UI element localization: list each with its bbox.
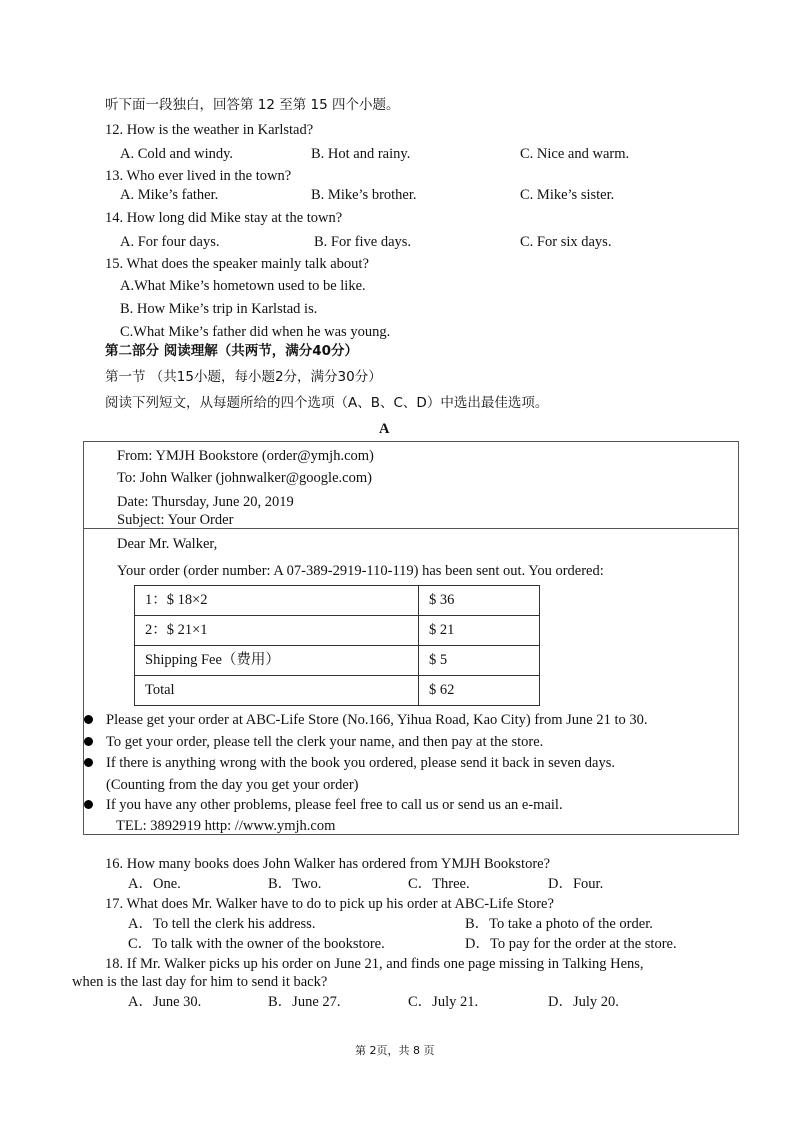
question-14-option-a: A. For four days.	[120, 234, 220, 250]
question-12-option-a: A. Cold and windy.	[120, 146, 234, 162]
part2-section1: 第一节 （共15小题，每小题2分，满分30分）	[105, 369, 382, 385]
listening-instruction: 听下面一段独白，回答第 12 至第 15 四个小题。	[105, 97, 400, 113]
question-16-option-d: D．Four.	[548, 876, 604, 892]
table-row	[135, 676, 540, 706]
email-header-divider	[83, 528, 739, 529]
email-bullet-4: If you have any other problems, please feel free to call us or send us an e-mail.	[106, 797, 563, 813]
order-item: Shipping Fee（费用）	[135, 646, 419, 676]
question-15-option-a: A.What Mike’s hometown used to be like.	[120, 278, 366, 294]
email-greeting: Dear Mr. Walker,	[117, 536, 218, 552]
order-amount: $ 62	[419, 676, 540, 706]
table-row	[135, 646, 540, 676]
order-item: 2：$ 21×1	[135, 616, 419, 646]
page-number: 第 2页，共 8 页	[355, 1044, 435, 1057]
bullet-dot-icon	[84, 737, 93, 746]
question-16-option-c: C．Three.	[408, 876, 470, 892]
question-13-option-c: C. Mike’s sister.	[520, 187, 615, 203]
question-18-option-d: D．July 20.	[548, 994, 619, 1010]
question-18-option-c: C．July 21.	[408, 994, 479, 1010]
question-17-stem: 17. What does Mr. Walker have to do to pick up his order at ABC-Life Store?	[105, 896, 554, 912]
bullet-dot-icon	[84, 715, 93, 724]
question-12-option-c: C. Nice and warm.	[520, 146, 630, 162]
question-17-option-d: D．To pay for the order at the store.	[465, 936, 677, 952]
email-contact: TEL: 3892919 http: //www.ymjh.com	[116, 818, 336, 834]
question-12-stem: 12. How is the weather in Karlstad?	[105, 122, 314, 138]
passage-label: A	[379, 421, 390, 437]
bullet-dot-icon	[84, 800, 93, 809]
question-13-option-b: B. Mike’s brother.	[311, 187, 417, 203]
question-16-option-a: A．One.	[128, 876, 181, 892]
question-15-option-c: C.What Mike’s father did when he was young.	[120, 324, 391, 340]
question-13-stem: 13. Who ever lived in the town?	[105, 168, 292, 184]
question-13-option-a: A. Mike’s father.	[120, 187, 219, 203]
question-18-option-a: A．June 30.	[128, 994, 202, 1010]
question-12-option-b: B. Hot and rainy.	[311, 146, 411, 162]
question-17-option-c: C．To talk with the owner of the bookstore.	[128, 936, 385, 952]
question-18-stem-line1: 18. If Mr. Walker picks up his order on June 21, and finds one page missing in Talking Hens,	[105, 956, 644, 972]
question-14-option-c: C. For six days.	[520, 234, 612, 250]
email-from: From: YMJH Bookstore (order@ymjh.com)	[117, 448, 374, 464]
question-18-option-b: B．June 27.	[268, 994, 341, 1010]
question-16-stem: 16. How many books does John Walker has ordered from YMJH Bookstore?	[105, 856, 551, 872]
order-amount: $ 5	[419, 646, 540, 676]
order-item: 1：$ 18×2	[135, 586, 419, 616]
email-date: Date: Thursday, June 20, 2019	[117, 494, 294, 510]
question-14-stem: 14. How long did Mike stay at the town?	[105, 210, 343, 226]
question-17-option-b: B．To take a photo of the order.	[465, 916, 653, 932]
question-18-stem-line2: when is the last day for him to send it back?	[72, 974, 328, 990]
email-intro: Your order (order number: A 07-389-2919-110-119) has been sent out. You ordered:	[117, 563, 604, 579]
part2-instruction: 阅读下列短文，从每题所给的四个选项（A、B、C、D）中选出最佳选项。	[105, 395, 549, 411]
order-table	[134, 585, 540, 706]
email-bullet-1: Please get your order at ABC-Life Store (No.166, Yihua Road, Kao City) from June 21 to 30.	[106, 712, 648, 728]
order-amount: $ 36	[419, 586, 540, 616]
email-subject: Subject: Your Order	[117, 512, 234, 528]
email-bullet-3-continuation: (Counting from the day you get your order)	[106, 777, 359, 793]
question-16-option-b: B．Two.	[268, 876, 322, 892]
email-bullet-3: If there is anything wrong with the book you ordered, please send it back in seven days.	[106, 755, 615, 771]
table-row	[135, 586, 540, 616]
question-15-option-b: B. How Mike’s trip in Karlstad is.	[120, 301, 318, 317]
order-item: Total	[135, 676, 419, 706]
table-row	[135, 616, 540, 646]
question-15-stem: 15. What does the speaker mainly talk about?	[105, 256, 369, 272]
part2-heading: 第二部分 阅读理解（共两节，满分40分）	[105, 343, 358, 359]
bullet-dot-icon	[84, 758, 93, 767]
question-17-option-a: A．To tell the clerk his address.	[128, 916, 316, 932]
order-amount: $ 21	[419, 616, 540, 646]
email-bullet-2: To get your order, please tell the clerk your name, and then pay at the store.	[106, 734, 544, 750]
email-to: To: John Walker (johnwalker@google.com)	[117, 470, 372, 486]
question-14-option-b: B. For five days.	[314, 234, 412, 250]
